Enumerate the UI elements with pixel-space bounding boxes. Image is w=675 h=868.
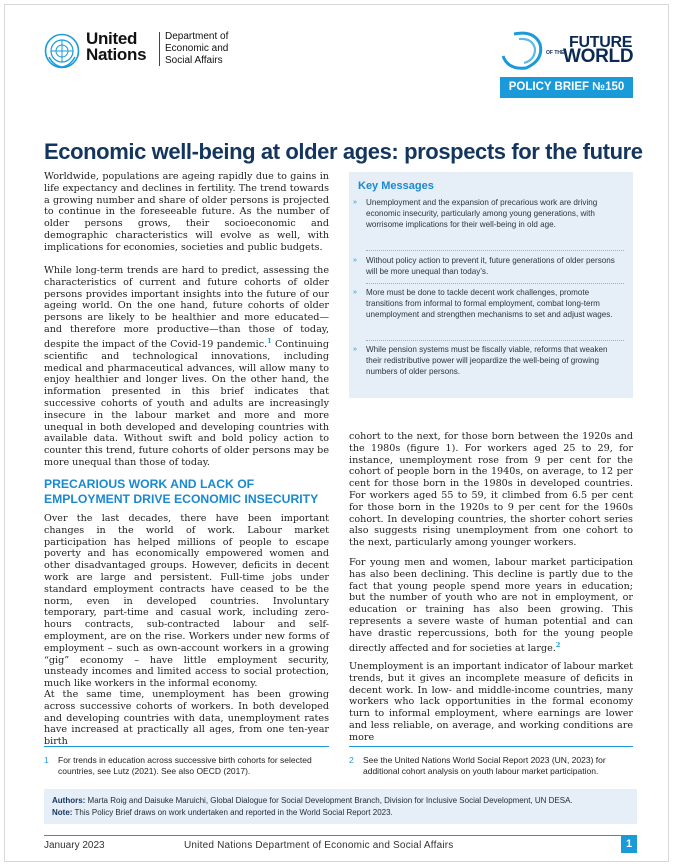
- un-line-2: Nations: [86, 45, 147, 64]
- un-line-1: United: [86, 29, 138, 48]
- section-right-paragraph-2: [349, 557, 633, 655]
- desa-line-2: Economic and: [165, 43, 229, 54]
- future-of-the-world-logo-icon: [500, 30, 546, 70]
- key-message-item: [353, 345, 624, 378]
- un-wordmark: [86, 31, 146, 63]
- footnote-rule: [349, 746, 633, 747]
- key-message-text: Unemployment and the expansion of precarious work are driving economic insecurity, particularly among young generations, with worrisome implications for their well-being in old age.: [366, 198, 598, 229]
- bullet-arrow-icon: »: [353, 346, 357, 353]
- key-message-item: [353, 198, 624, 231]
- intro-paragraph-1: Worldwide, populations are ageing rapidly due to gains in life expectancy and declines in fertility. The trend towards a growing number and share of older persons is projected to continue in the foreseeable future. As the number of older persons grows, their socioeconomic and demographic characteristics will evolve as well, with implications for economies, societies and public budgets.: [44, 171, 329, 253]
- footnote-1: [44, 755, 332, 777]
- authors-line: [52, 796, 573, 806]
- key-separator: [366, 250, 624, 251]
- desa-wordmark: [165, 31, 228, 67]
- fotw-future-text: FUTURE: [569, 34, 633, 51]
- bullet-arrow-icon: »: [353, 199, 357, 206]
- key-messages-title: Key Messages: [358, 180, 434, 192]
- section-heading: PRECARIOUS WORK AND LACK OF EMPLOYMENT DRIVE ECONOMIC INSECURITY: [44, 477, 319, 506]
- note-label: Note:: [52, 808, 73, 817]
- policy-brief-badge: POLICY BRIEF №150: [500, 77, 633, 98]
- footnote-ref-1[interactable]: 1: [267, 336, 272, 345]
- note-line: [52, 808, 393, 818]
- desa-line-1: Department of: [165, 31, 229, 42]
- fotw-ofthe-text: OF THE: [546, 50, 565, 56]
- key-message-text: While pension systems must be fiscally viable, reforms that weaken their redistributive power will jeopardize the well-being of growing numbers of older persons.: [366, 345, 608, 376]
- footnote-2: [349, 755, 637, 777]
- footnote-number: 1: [44, 755, 49, 765]
- authors-box: [44, 789, 637, 824]
- intro-paragraph-2: [44, 265, 329, 469]
- footnote-text: For trends in education across successive birth cohorts for selected countries, see Lutz (2021). See also OECD (2017).: [58, 755, 312, 776]
- footer-organization: United Nations Department of Economic and Social Affairs: [184, 840, 454, 851]
- key-message-text: More must be done to tackle decent work challenges, promote transitions from informal to formal employment, combat long-term unemployment and strengthen mechanisms to set and adjust wages.: [366, 288, 613, 319]
- intro-paragraph-2a: While long-term trends are hard to predict, assessing the characteristics of current and future cohorts of older persons provides important insights into the future of our ageing world. On the one hand, future cohorts of older persons are likely to be healthier and more educated—and therefore more productive—than those of today, despite the impact of the Covid-19 pandemic.: [44, 265, 329, 350]
- bullet-arrow-icon: »: [353, 289, 357, 296]
- footnote-ref-2[interactable]: 2: [555, 640, 561, 649]
- footer-date: January 2023: [44, 840, 105, 851]
- authors-text: Marta Roig and Daisuke Maruichi, Global Dialogue for Social Development Branch, Division for Inclusive Social Development, UN DESA.: [85, 796, 573, 805]
- section-right-paragraph-3: Unemployment is an important indicator of labour market trends, but it gives an incomplete measure of deficits in decent work. In low- and middle-income countries, many workers who lack opportunities in the formal economy turn to informal employment, where earnings are lower and less reliable, on average, and working conditions are more: [349, 661, 633, 743]
- key-message-text: Without policy action to prevent it, future generations of older persons will be more unequal than today’s.: [366, 256, 615, 276]
- fotw-world-text: WORLD: [563, 46, 634, 67]
- footnote-text: See the United Nations World Social Report 2023 (UN, 2023) for additional cohort analysis on youth labour market participation.: [363, 755, 606, 776]
- key-separator: [366, 283, 624, 284]
- un-emblem-icon: [44, 33, 80, 69]
- bullet-arrow-icon: »: [353, 257, 357, 264]
- key-message-item: [353, 256, 624, 278]
- page-number: 1: [621, 836, 637, 853]
- authors-label: Authors:: [52, 796, 86, 805]
- section-right-paragraph-2-text: For young men and women, labour market participation has also been declining. This decline is partly due to the fact that young people spend more years in education; but the number of youth who are not in employment, or education or training has also been growing. This represents a severe waste of human potential and can have drastic repercussions, both for the young people directly affected and for societies at large.: [349, 557, 633, 654]
- section-left-paragraph-1: Over the last decades, there have been important changes in the world of work. Labour market participation has helped millions of people to escape poverty and has economically empowered women and other disadvantaged groups. However, deficits in decent work are large and persistent. Full-time jobs under standard employment contracts have ceased to be the norm, even in developed countries. Involuntary temporary, part-time and casual work, including zero-hours contracts, sub-contracted labour and self-employment, are on the rise. Workers under new forms of employment – such as own-account workers in a growing “gig” economy – have little employment security, unsteady incomes and limited access to social protection, much like workers in the informal economy.: [44, 513, 329, 690]
- header-divider: [159, 32, 160, 66]
- footer-rule: [44, 835, 637, 836]
- footnote-rule: [44, 746, 329, 747]
- section-right-paragraph-1: cohort to the next, for those born between the 1920s and the 1980s (figure 1). For workers aged 25 to 29, for instance, unemployment rose from 9 per cent for the cohort of people born in the 1940s, on average, to 12 per cent for those born in the 1980s in developed countries. For workers aged 55 to 59, it climbed from 6.5 per cent for those born in the 1920s to 9 per cent for the 1960s cohort. In developing countries, the shorter cohort series also suggests rising unemployment from one cohort to the next, particularly among younger workers.: [349, 431, 633, 549]
- key-separator: [366, 340, 624, 341]
- document-title: Economic well-being at older ages: prospects for the future: [44, 138, 643, 164]
- intro-paragraph-2b: Continuing scientific and technological innovations, including medical and pharmaceutical advances, will allow many to enjoy healthier and longer lives. On the other hand, the information presented in this brief indicates that successive cohorts of youth and adults are increasingly insecure in the labour market and more and more unequal in both developed and developing countries with available data. Without swift and bold policy action to counter this trend, future cohorts of older persons may be more unequal than those of today.: [44, 338, 330, 468]
- section-left-paragraph-2: At the same time, unemployment has been growing across successive cohorts of workers. In both developed and developing countries with data, unemployment rates have increased at practically all ages, from one ten-year birth: [44, 689, 329, 748]
- key-message-item: [353, 288, 624, 321]
- desa-line-3: Social Affairs: [165, 55, 223, 66]
- note-text: This Policy Brief draws on work undertaken and reported in the World Social Report 2023.: [72, 808, 393, 817]
- footnote-number: 2: [349, 755, 354, 765]
